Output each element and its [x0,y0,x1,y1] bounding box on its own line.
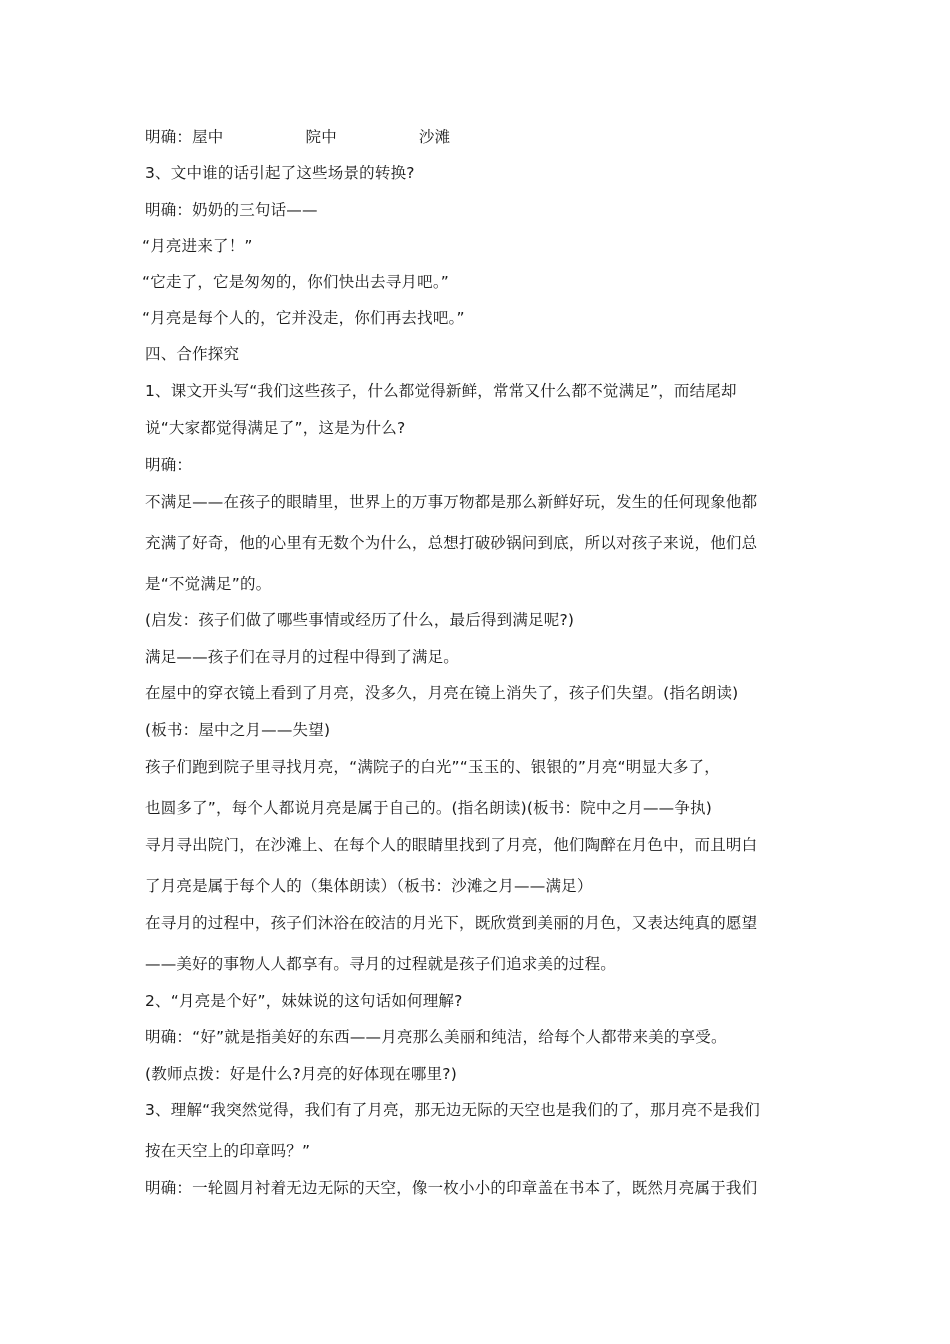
scene-label: 明确：屋中 [145,128,224,146]
paragraph-yard-moon-line-2: 也圆多了”，每个人都说月亮是属于自己的。(指名朗读)(板书：院中之月——争执) [145,799,713,817]
quote-moon-left: “它走了，它是匆匆的，你们快出去寻月吧。” [142,273,450,291]
question-1-line-1: 1、课文开头写“我们这些孩子，什么都觉得新鲜，常常又什么都不觉满足”，而结尾却 [145,382,737,400]
paragraph-pursuit-beauty-line-1: 在寻月的过程中，孩子们沐浴在皎洁的月光下，既欣赏到美丽的月色，又表达纯真的愿望 [145,914,758,932]
paragraph-beach-moon-line-2: 了月亮是属于每个人的（集体朗读）（板书：沙滩之月——满足） [145,877,593,895]
question-1-line-2: 说“大家都觉得满足了”，这是为什么? [145,419,406,437]
question-3-seal-line-1: 3、理解“我突然觉得，我们有了月亮，那无边无际的天空也是我们的了，那月亮不是我们 [145,1101,760,1119]
answer-grandma-three-sentences: 明确：奶奶的三句话—— [145,201,318,219]
answer-seal-line-1: 明确：一轮圆月衬着无边无际的天空，像一枚小小的印章盖在书本了，既然月亮属于我们 [145,1179,758,1197]
question-2-moon-is-good: 2、“月亮是个好”，妹妹说的这句话如何理解? [145,992,463,1010]
paragraph-yard-moon-line-1: 孩子们跑到院子里寻找月亮，“满院子的白光”“玉玉的、银银的”月亮“明显大多了， [145,758,720,776]
question-3-scene-transition: 3、文中谁的话引起了这些场景的转换? [145,164,415,182]
section-heading-cooperative-inquiry: 四、合作探究 [145,345,240,363]
paragraph-not-satisfied-line-2: 充满了好奇，他的心里有无数个为什么，总想打破砂锅问到底，所以对孩子来说，他们总 [145,534,758,552]
answer-good-meaning: 明确：“好”就是指美好的东西——月亮那么美丽和纯洁，给每个人都带来美的享受。 [145,1028,727,1046]
teacher-hint-good: (教师点拨：好是什么?月亮的好体现在哪里?) [145,1065,457,1083]
paragraph-not-satisfied-line-1: 不满足——在孩子的眼睛里，世界上的万事万物都是那么新鲜好玩，发生的任何现象他都 [145,493,758,511]
answer-label: 明确： [145,456,193,474]
blackboard-room-moon: (板书：屋中之月——失望) [145,721,331,739]
paragraph-beach-moon-line-1: 寻月寻出院门，在沙滩上、在每个人的眼睛里找到了月亮，他们陶醉在月色中，而且明白 [145,836,758,854]
scene-beach: 沙滩 [418,128,451,146]
hint-what-children-did: (启发：孩子们做了哪些事情或经历了什么，最后得到满足呢?) [145,611,575,629]
quote-moon-came-in: “月亮进来了！” [142,237,253,255]
paragraph-pursuit-beauty-line-2: ——美好的事物人人都享有。寻月的过程就是孩子们追求美的过程。 [145,955,617,973]
scene-yard: 院中 [305,128,337,146]
paragraph-satisfied: 满足——孩子们在寻月的过程中得到了满足。 [145,648,460,666]
paragraph-not-satisfied-line-3: 是“不觉满足”的。 [145,575,272,593]
paragraph-mirror-moon: 在屋中的穿衣镜上看到了月亮，没多久，月亮在镜上消失了，孩子们失望。(指名朗读) [145,684,739,702]
scene-answer-line [145,127,450,147]
quote-moon-belongs-everyone: “月亮是每个人的，它并没走，你们再去找吧。” [142,309,465,327]
question-3-seal-line-2: 按在天空上的印章吗？” [145,1142,311,1160]
